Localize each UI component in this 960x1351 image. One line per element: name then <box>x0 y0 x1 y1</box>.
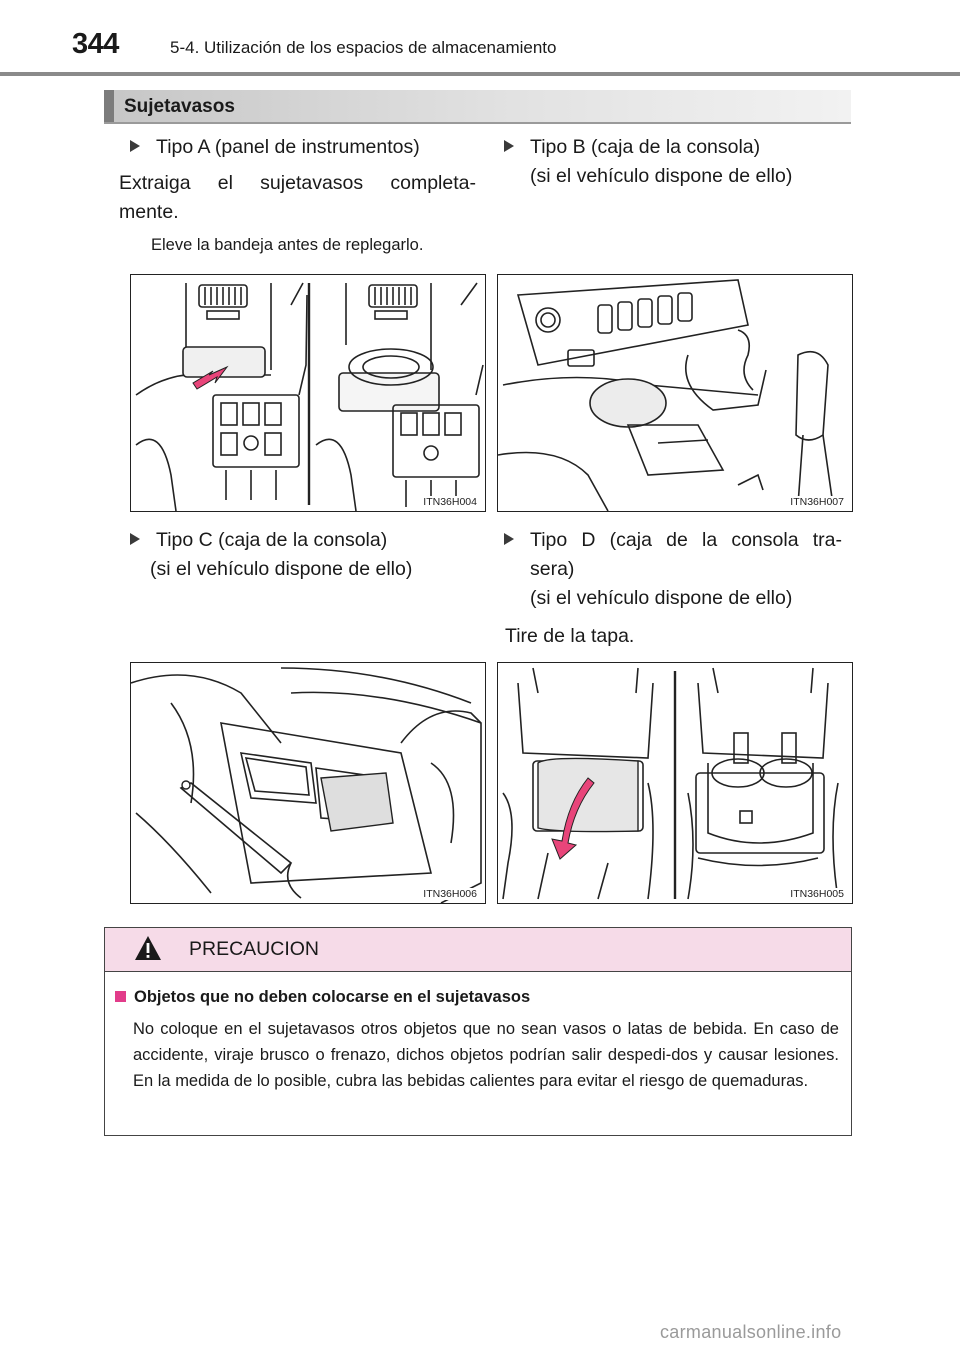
caution-body: No coloque en el sujetavasos otros objetos que no sean vasos o latas de bebida. En caso de accidente, viraje brusco o frenazo, dichos objetos podrían salir despedi-dos y causar lesiones. En la medida de lo posible, cubra las bebidas calientes para evitar el riesgo de quemaduras. <box>133 1020 839 1090</box>
section-title: Sujetavasos <box>124 96 235 117</box>
caution-subheading-text: Objetos que no deben colocarse en el sujetavasos <box>134 988 531 1006</box>
figure-code: ITN36H007 <box>790 496 844 508</box>
figure-type-c <box>130 662 486 904</box>
bullet-triangle-icon <box>504 533 514 545</box>
figure-code: ITN36H006 <box>423 888 477 900</box>
type-a-body-line2: mente. <box>119 201 179 223</box>
type-c-heading-line2: (si el vehículo dispone de ello) <box>150 558 413 580</box>
type-b-heading-line1: Tipo B (caja de la consola) <box>530 136 761 158</box>
type-a-heading-text: Tipo A (panel de instrumentos) <box>156 136 420 158</box>
figure-type-a-illustration <box>131 275 485 511</box>
figure-type-d-illustration <box>498 663 852 903</box>
warning-triangle-icon <box>133 934 163 962</box>
page-number: 344 <box>72 28 119 60</box>
square-bullet-icon <box>115 991 126 1002</box>
figure-code: ITN36H005 <box>790 888 844 900</box>
type-c-heading-line1: Tipo C (caja de la consola) <box>156 529 388 551</box>
type-d-body: Tire de la tapa. <box>505 625 635 647</box>
type-b-heading-line2: (si el vehículo dispone de ello) <box>530 165 793 187</box>
type-d-heading <box>504 526 842 555</box>
figure-code: ITN36H004 <box>423 496 477 508</box>
section-bar-edge <box>104 90 114 124</box>
chapter-title: 5-4. Utilización de los espacios de almacenamiento <box>170 38 557 57</box>
type-d-heading-line1: Tipo D (caja de la consola tra- <box>530 529 842 551</box>
type-a-note: Eleve la bandeja antes de replegarlo. <box>151 236 424 254</box>
caution-box <box>104 927 852 1136</box>
figure-type-d <box>497 662 853 904</box>
bullet-triangle-icon <box>130 533 140 545</box>
section-bar-underline <box>104 122 851 124</box>
bullet-triangle-icon <box>130 140 140 152</box>
type-c-heading <box>130 526 387 555</box>
caution-title: PRECAUCION <box>189 938 320 960</box>
type-d-heading-line2: sera) <box>530 558 575 580</box>
header-rule <box>0 72 960 76</box>
figure-type-b-illustration <box>498 275 852 511</box>
type-a-heading <box>130 133 420 162</box>
figure-type-a <box>130 274 486 512</box>
watermark: carmanualsonline.info <box>660 1322 842 1342</box>
figure-type-c-illustration <box>131 663 485 903</box>
caution-header <box>105 928 851 972</box>
caution-subheading <box>115 988 530 1007</box>
type-b-heading <box>504 133 760 162</box>
type-d-heading-line3: (si el vehículo dispone de ello) <box>530 587 793 609</box>
figure-type-b <box>497 274 853 512</box>
type-a-body-line1: Extraiga el sujetavasos completa- <box>119 172 476 194</box>
bullet-triangle-icon <box>504 140 514 152</box>
